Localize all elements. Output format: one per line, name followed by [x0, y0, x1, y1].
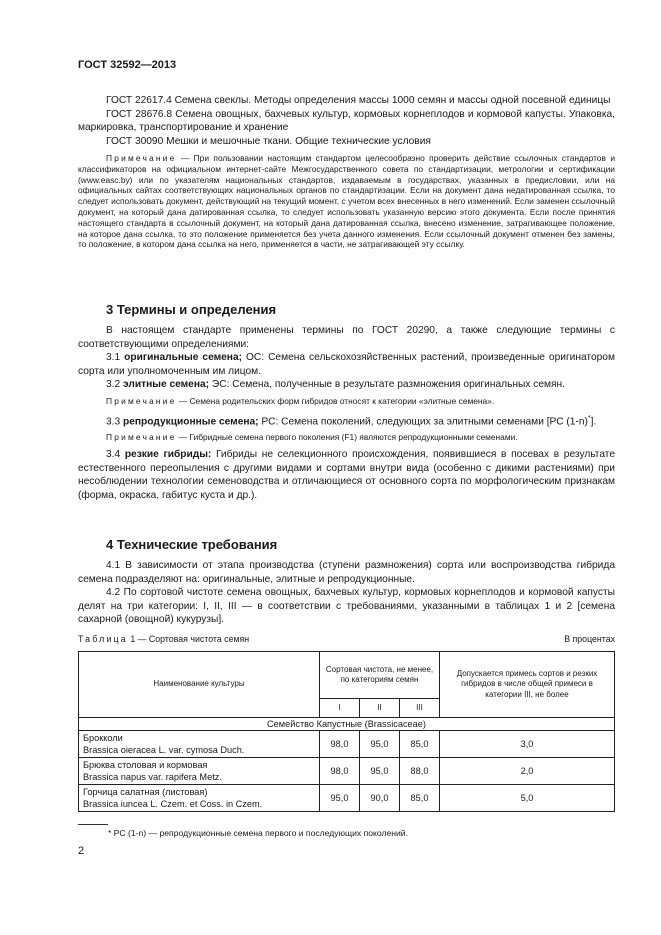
purity-table: [78, 651, 615, 812]
note-label: Примечание: [106, 395, 177, 406]
term-3-4: [78, 448, 615, 502]
culture-name: Брокколи: [83, 733, 123, 743]
culture-cell: [79, 731, 320, 758]
term-definition-end: ].: [590, 415, 597, 427]
header-permit: Допускается примесь сортов и резких гибридов в числе общей примеси в категории III, не более: [440, 652, 615, 718]
reference-item: ГОСТ 22617.4 Семена свеклы. Методы определения массы 1000 семян и массы одной посевной единицы: [106, 95, 611, 106]
clause-4-1: 4.1 В зависимости от этапа производства (ступени размножения) сорта или воспроизводства гибрида семена подразделяют на: оригинальные, элитные и репродукционные.: [78, 560, 615, 585]
document-header: ГОСТ 32592—2013: [78, 59, 177, 71]
cat-3-cell: 85,0: [400, 785, 440, 812]
table-title: [78, 634, 249, 644]
header-cat-2: II: [360, 699, 400, 718]
term-3-3: [78, 412, 615, 429]
section-4-body: [78, 559, 615, 627]
family-name: Семейство Капустные (Brassicaceae): [79, 718, 615, 731]
permit-cell: 3,0: [440, 731, 615, 758]
reference-item: ГОСТ 28676.8 Семена овощных, бахчевых культур, кормовых корнеплодов и кормовой капусты. Упаковка, маркировка, транспортирование и хранение: [78, 108, 615, 133]
term-definition: ОС: Семена сельскохозяйственных растений, произведенные оригинатором сорта или уполномоченным им лицом.: [78, 352, 615, 377]
footnote-text: РС (1-n) — репродукционные семена первого и последующих поколений.: [111, 828, 408, 838]
culture-cell: [79, 758, 320, 785]
references-block: [78, 94, 615, 250]
term-definition: РС: Семена поколений, следующих за элитными семенами [РС (1-n): [258, 415, 588, 427]
cat-2-cell: 95,0: [360, 731, 400, 758]
table-row: [79, 758, 615, 785]
footnote-marker: *: [587, 414, 591, 422]
note-text: — Гибридные семена первого поколения (F1) являются репродукционными семенами.: [176, 432, 518, 443]
page-number: 2: [78, 845, 85, 857]
table-unit: В процентах: [564, 634, 615, 644]
table-row: [79, 731, 615, 758]
culture-latin: Brassica oieracea L. var. cymosa Duch.: [83, 745, 245, 755]
culture-name: Брюква столовая и кормовая: [83, 760, 208, 770]
cat-1-cell: 98,0: [320, 731, 360, 758]
term-number: 3.3: [106, 415, 123, 427]
cat-3-cell: 85,0: [400, 731, 440, 758]
clause-4-2: 4.2 По сортовой чистоте семена овощных, бахчевых культур, кормовых корнеплодов и кормовой капусты делят на три категории: I, II, III — в соответствии с требованиями, указанными в таблицах 1 и 2 [семена сахарной (овощной) кукурузы].: [78, 587, 615, 625]
footnote: [108, 828, 408, 838]
permit-cell: 2,0: [440, 758, 615, 785]
term-3-2: [78, 378, 615, 392]
term-number: 3.2: [106, 379, 123, 390]
culture-latin: Brassica napus var. rapifera Metz.: [83, 772, 222, 782]
culture-latin: Brassica iuncea L. Czem. et Coss. in Czem.: [83, 799, 263, 809]
term-name: репродукционные семена;: [123, 415, 259, 427]
term-3-1: [78, 351, 615, 378]
term-name: резкие гибриды:: [124, 449, 212, 461]
header-cat-1: I: [320, 699, 360, 718]
term-number: 3.1: [106, 352, 125, 363]
note-text: — Семена родительских форм гибридов относят к категории «элитные семена».: [176, 395, 495, 406]
cat-1-cell: 98,0: [320, 758, 360, 785]
table-caption: [78, 634, 615, 644]
cat-2-cell: 95,0: [360, 758, 400, 785]
header-culture: Наименование культуры: [79, 652, 320, 718]
term-definition: ЭС: Семена, полученные в результате размножения оригинальных семян.: [209, 379, 565, 390]
table-label: Таблица: [78, 634, 128, 644]
term-3-2-note: [78, 395, 615, 408]
header-cat-3: III: [400, 699, 440, 718]
section-3-heading: 3 Термины и определения: [106, 302, 277, 317]
section-3-body: [78, 324, 615, 502]
reference-item: ГОСТ 30090 Мешки и мешочные ткани. Общие технические условия: [106, 135, 431, 147]
term-3-3-note: [78, 431, 615, 444]
note-label: Примечание: [106, 153, 177, 163]
table-row: [79, 785, 615, 812]
footnote-divider: [78, 824, 108, 825]
table-title-text: 1 — Сортовая чистота семян: [127, 634, 250, 644]
cat-1-cell: 95,0: [320, 785, 360, 812]
footnote-mark: *: [108, 828, 112, 838]
permit-cell: 5,0: [440, 785, 615, 812]
cat-3-cell: 88,0: [400, 758, 440, 785]
culture-cell: [79, 785, 320, 812]
culture-name: Горчица салатная (листовая): [83, 787, 208, 797]
term-definition: Гибриды не селекционного происхождения, появившиеся в посевах в результате естественного переопыления с другими видами и сортами внутри вида (особенно с дикими растениями) при несоблюдении технологии семеноводства и отличающиеся от основного сорта по морфологическим признакам (форма, окраска, габитус куста и др.).: [78, 449, 615, 501]
note-text: — При пользовании настоящим стандартом целесообразно проверить действие ссылочных стандартов и классификаторов на официальном интернет-сайте Межгосударственного совета по стандартизации, метрологии и сертификации (www.easc.by) или по указателям национальных стандартов, издаваемым в государствах, указанных в предисловии, или на официальных сайтах соответствующих национальных органов по стандартизации. Если на документ дана недатированная ссылка, то следует использовать документ, действующий на текущий момент, с учетом всех внесенных в него изменений. Если заменен ссылочный документ, на который дана датированная ссылка, то следует использовать указанную версию этого документа. Если после принятия настоящего стандарта в ссылочный документ, на который дана датированная ссылка, внесено изменение, затрагивающее положение, на которое дана ссылка, то это положение применяется без учета данного изменения. Если ссылочный документ отменен без замены, то положение, в котором дана ссылка на него, применяется в части, не затрагивающей эту ссылку.: [78, 153, 615, 250]
section-3-intro: В настоящем стандарте применены термины по ГОСТ 20290, а также следующие термины с соответствующими определениями:: [78, 325, 615, 350]
section-4-heading: 4 Технические требования: [106, 537, 278, 552]
table-family-row: [79, 718, 615, 731]
term-name: элитные семена;: [123, 379, 210, 390]
cat-2-cell: 90,0: [360, 785, 400, 812]
references-note: [78, 153, 615, 250]
header-purity: Сортовая чистота, не менее, по категориям семян: [320, 652, 440, 699]
term-name: оригинальные семена;: [124, 352, 243, 363]
term-number: 3.4: [106, 449, 125, 461]
table-header-row: [79, 652, 615, 699]
note-label: Примечание: [106, 432, 177, 443]
